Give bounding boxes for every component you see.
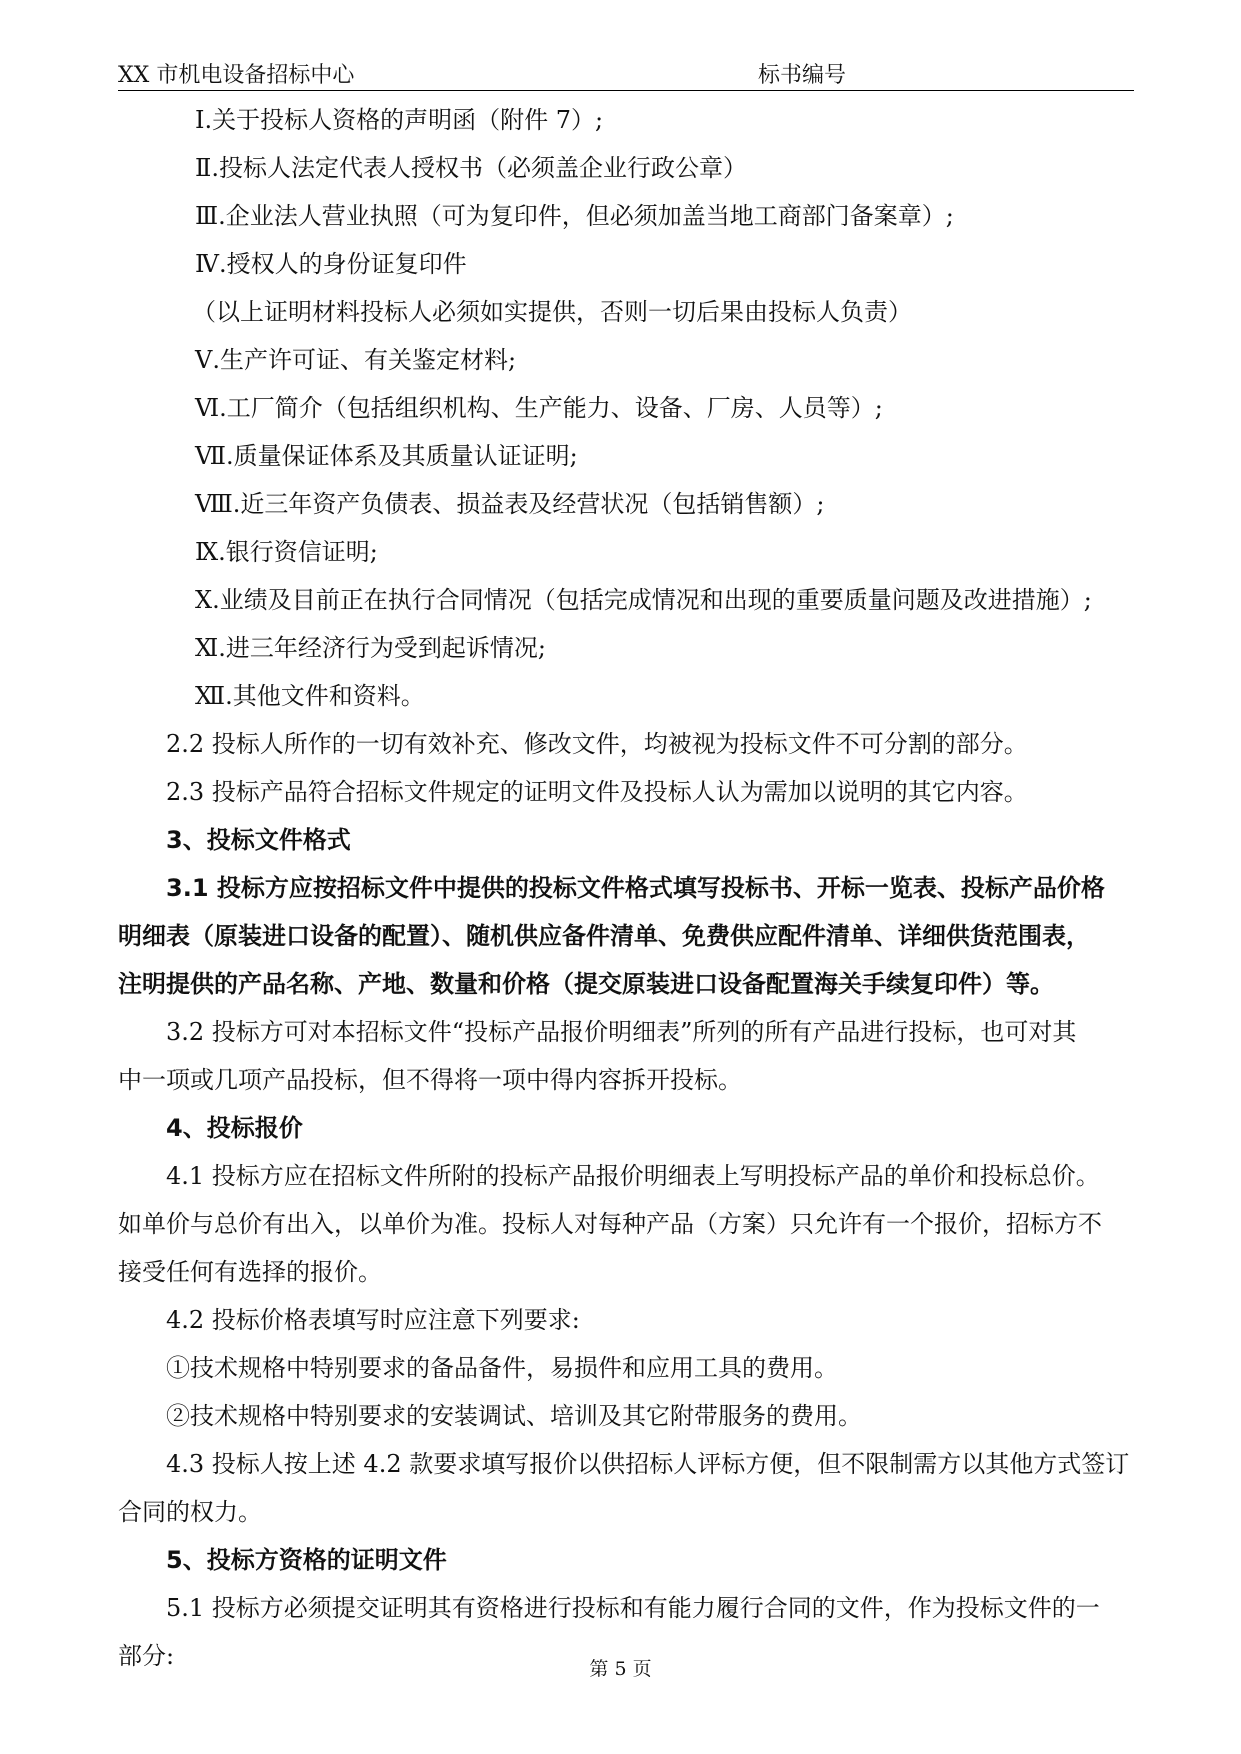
- paragraph-2-3: 2.3 投标产品符合招标文件规定的证明文件及投标人认为需加以说明的其它内容。: [166, 778, 1028, 806]
- list-item: Ⅶ.质量保证体系及其质量认证证明;: [195, 442, 578, 470]
- section-heading-4: 4、投标报价: [166, 1114, 303, 1142]
- list-note: （以上证明材料投标人必须如实提供，否则一切后果由投标人负责）: [192, 298, 912, 326]
- list-item: Ⅷ.近三年资产负债表、损益表及经营状况（包括销售额）;: [195, 490, 825, 518]
- paragraph-4-3: [118, 1440, 1134, 1536]
- header-bid-number-label: 标书编号: [758, 63, 847, 88]
- paragraph-line: 5.1 投标方必须提交证明其有资格进行投标和有能力履行合同的文件，作为投标文件的一: [166, 1594, 1100, 1622]
- list-item: Ⅹ.业绩及目前正在执行合同情况（包括完成情况和出现的重要质量问题及改进措施）;: [195, 586, 1092, 614]
- list-item: Ⅺ.进三年经济行为受到起诉情况;: [195, 634, 546, 662]
- paragraph-4-2: 4.2 投标价格表填写时应注意下列要求:: [166, 1306, 580, 1334]
- document-body: [118, 96, 1134, 1680]
- paragraph-line: 注明提供的产品名称、产地、数量和价格（提交原装进口设备配置海关手续复印件）等。: [118, 970, 1054, 998]
- section-heading-5: 5、投标方资格的证明文件: [166, 1546, 447, 1574]
- paragraph-line: 中一项或几项产品投标，但不得将一项中得内容拆开投标。: [118, 1066, 742, 1094]
- list-item: Ⅴ.生产许可证、有关鉴定材料;: [195, 346, 517, 374]
- section-heading-3: 3、投标文件格式: [166, 826, 351, 854]
- list-item: Ⅰ.关于投标人资格的声明函（附件 7）;: [195, 106, 604, 134]
- paragraph-line: 明细表（原装进口设备的配置）、随机供应备件清单、免费供应配件清单、详细供货范围表，: [118, 922, 1090, 950]
- list-item: Ⅱ.投标人法定代表人授权书（必须盖企业行政公章）: [195, 154, 747, 182]
- list-item: Ⅻ.其他文件和资料。: [195, 682, 425, 710]
- page-header: [118, 56, 1134, 91]
- paragraph-line: 4.3 投标人按上述 4.2 款要求填写报价以供招标人评标方便，但不限制需方以其他方式签订: [166, 1450, 1130, 1478]
- header-organization: XX 市机电设备招标中心: [118, 63, 355, 88]
- paragraph-line: 如单价与总价有出入，以单价为准。投标人对每种产品（方案）只允许有一个报价，招标方不: [118, 1210, 1102, 1238]
- list-item: Ⅲ.企业法人营业执照（可为复印件，但必须加盖当地工商部门备案章）;: [195, 202, 954, 230]
- paragraph-line: 合同的权力。: [118, 1498, 262, 1526]
- list-item: Ⅳ.授权人的身份证复印件: [195, 250, 467, 278]
- paragraph-line: 接受任何有选择的报价。: [118, 1258, 382, 1286]
- paragraph-line: 3.2 投标方可对本招标文件“投标产品报价明细表”所列的所有产品进行投标，也可对其: [166, 1018, 1077, 1046]
- paragraph-3-2: [118, 1008, 1134, 1104]
- paragraph-4-2-item-2: ②技术规格中特别要求的安装调试、培训及其它附带服务的费用。: [166, 1402, 862, 1430]
- list-item: Ⅸ.银行资信证明;: [195, 538, 378, 566]
- paragraph-line: 4.1 投标方应在招标文件所附的投标产品报价明细表上写明投标产品的单价和投标总价。: [166, 1162, 1100, 1190]
- paragraph-line: 部分:: [118, 1642, 175, 1670]
- paragraph-line: 3.1 投标方应按招标文件中提供的投标文件格式填写投标书、开标一览表、投标产品价格: [166, 874, 1105, 902]
- paragraph-4-1: [118, 1152, 1134, 1296]
- list-item: Ⅵ.工厂简介（包括组织机构、生产能力、设备、厂房、人员等）;: [195, 394, 883, 422]
- page-number: 第 5 页: [589, 1658, 652, 1680]
- paragraph-4-2-item-1: ①技术规格中特别要求的备品备件，易损件和应用工具的费用。: [166, 1354, 838, 1382]
- paragraph-2-2: 2.2 投标人所作的一切有效补充、修改文件，均被视为投标文件不可分割的部分。: [166, 730, 1028, 758]
- paragraph-3-1: [118, 864, 1134, 1008]
